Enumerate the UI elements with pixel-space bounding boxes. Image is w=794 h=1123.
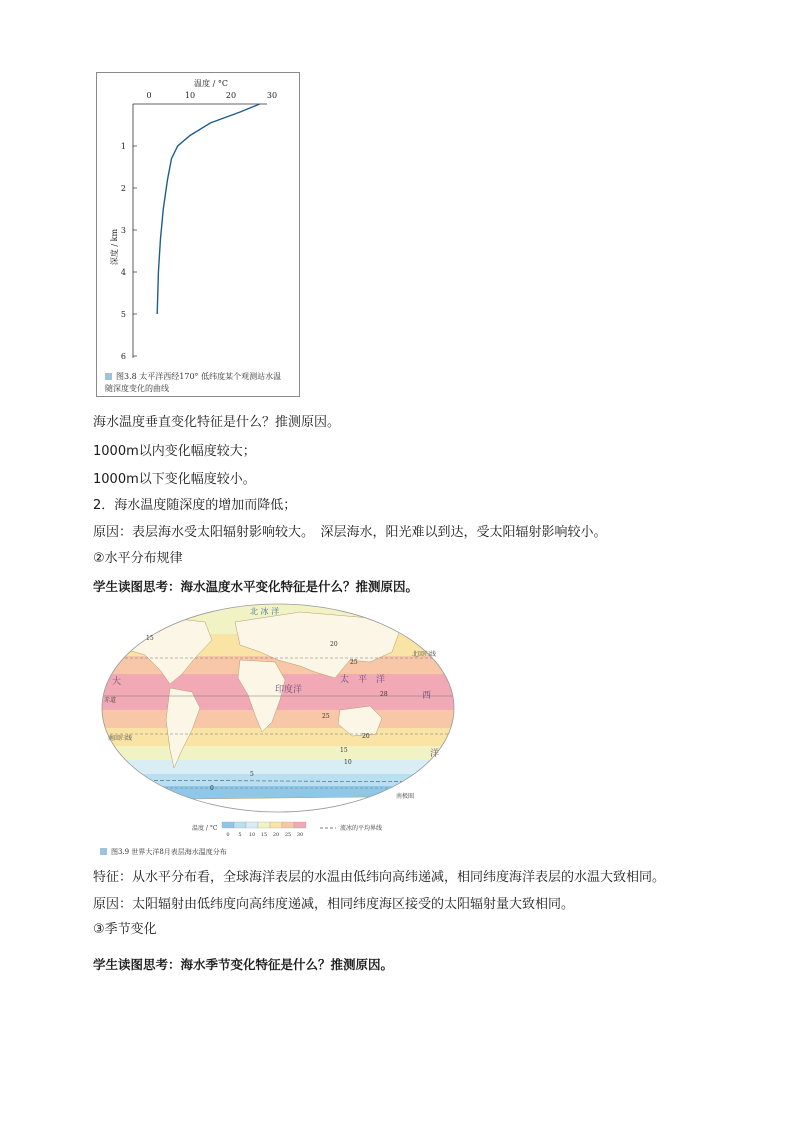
y-tick-label: 1 [120,142,126,151]
legend-swatch [234,822,246,828]
label-pacific-ocean: 太 平 洋 [340,675,386,685]
caption-marker [100,848,107,855]
y-axis-title: 深度 / km [110,228,119,266]
temperature-curve [157,104,260,314]
isotherm-label: 28 [380,691,388,698]
y-tick-label: 4 [120,268,126,277]
legend-swatch [222,822,234,828]
answer-line-2: 1000m以下变化幅度较小。 [93,472,256,487]
x-tick-label: 30 [266,91,278,100]
y-tick-label: 2 [120,184,126,193]
isotherm-label: 25 [322,713,330,720]
label-atlantic-left: 大 [112,677,122,687]
label-west: 西 [422,691,432,701]
figure-temperature-depth [96,72,300,397]
legend-value: 10 [248,832,256,838]
y-tick-label: 6 [120,352,126,361]
legend-swatch [294,822,306,828]
label-tropic-north: 北回归线 [412,651,437,658]
legend-title: 温度 / °C [192,825,218,832]
isotherm-label: 25 [350,659,358,666]
label-tropic-south: 南回归线 [108,735,133,742]
legend-value: 0 [226,832,230,838]
label-equator: 赤道 [104,697,117,704]
legend-swatch [282,822,294,828]
isotherm-label: 5 [250,771,254,778]
legend-value: 5 [238,832,242,838]
legend-swatch [258,822,270,828]
answer-line-6: 原因：太阳辐射由低纬度向高纬度递减，相同纬度海区接受的太阳辐射量大致相同。 [93,897,575,912]
legend-swatch [270,822,282,828]
answer-line-1: 1000m以内变化幅度较大； [93,444,256,459]
isotherm-label: 15 [340,747,348,754]
x-axis-title: 温度 / °C [194,79,228,88]
isotherm-label: 0 [210,785,214,792]
legend-swatch [246,822,258,828]
legend-value: 15 [260,832,268,838]
label-arctic-ocean: 北 冰 洋 [250,607,280,616]
figure2-caption: 图3.9 世界大洋8月表层海水温度分布 [100,846,227,858]
answer-line-4: 原因：表层海水受太阳辐射影响较大。 深层海水，阳光难以到达，受太阳辐射影响较小。 [93,525,607,540]
legend-ice-label: 流冰的平均界线 [340,825,383,832]
y-tick-label: 5 [120,310,126,319]
caption-marker [105,373,112,380]
legend-value: 25 [284,832,292,838]
heading-seasonal: ③季节变化 [93,922,157,937]
x-tick-label: 0 [146,91,152,100]
answer-line-3: 2．海水温度随深度的增加而降低； [93,498,297,513]
label-yang: 洋 [430,749,440,759]
figure-world-sst-map [100,600,456,842]
x-tick-label: 10 [184,91,196,100]
world-sst-map [100,600,456,842]
legend-value: 30 [296,832,304,838]
answer-line-5: 特征：从水平分布看，全球海洋表层的水温由低纬向高纬递减，相同纬度海洋表层的水温大致相同。 [93,870,666,885]
isotherm-label: 15 [146,635,154,642]
label-indian-ocean: 印度洋 [275,685,303,695]
question-horizontal: 学生读图思考：海水温度水平变化特征是什么？推测原因。 [93,579,419,594]
isotherm-label: 20 [362,733,370,740]
figure1-caption: 图3.8 太平洋西经170° 低纬度某个观测站水温 随深度变化的曲线 [105,372,282,393]
y-tick-label: 3 [120,226,126,235]
legend-value: 20 [272,832,280,838]
sst-bands [100,600,456,816]
question-vertical: 海水温度垂直变化特征是什么？推测原因。 [93,415,341,430]
heading-horizontal: ②水平分布规律 [93,551,183,566]
x-tick-label: 20 [225,91,237,100]
isotherm-label: 20 [330,641,338,648]
temperature-depth-chart [97,73,299,396]
question-seasonal: 学生读图思考：海水季节变化特征是什么？推测原因。 [93,957,394,972]
isotherm-label: 10 [344,759,352,766]
label-antarctic-circle: 南极圈 [396,793,415,800]
